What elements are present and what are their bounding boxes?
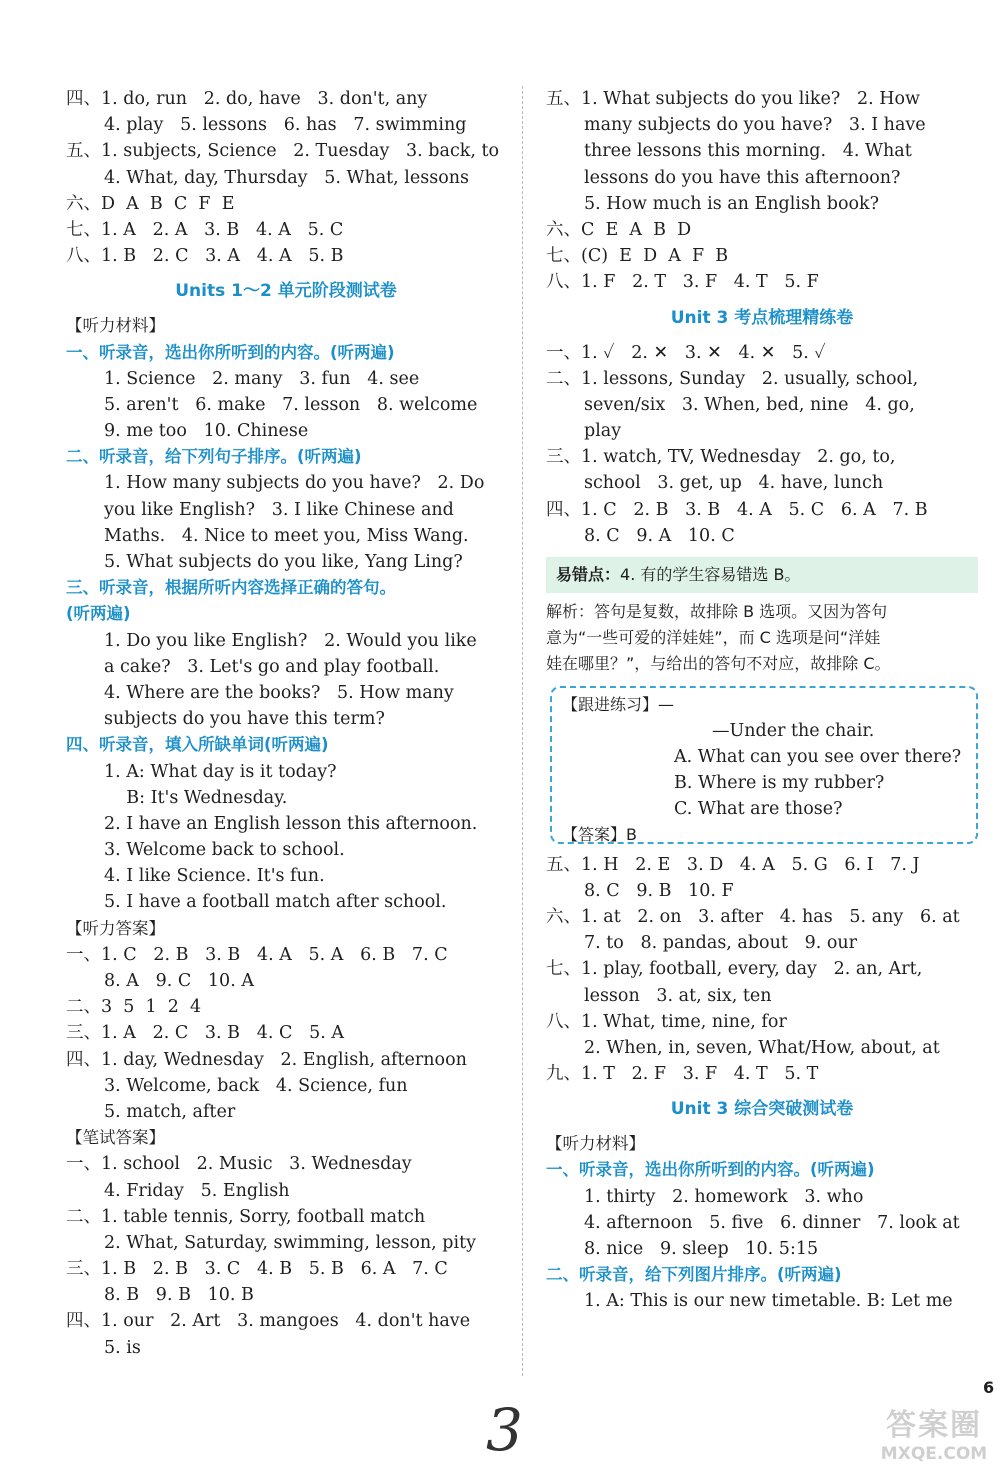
answer-line: many subjects do you have? 3. I have — [584, 115, 926, 136]
listening-answers — [66, 942, 506, 1125]
answer-line: 一、1. ✓ 2. ✕ 3. ✕ 4. ✕ 5. ✓ — [546, 342, 826, 363]
listening-item-line: 3. Welcome back to school. — [104, 840, 345, 861]
answer-line: 七、1. A 2. A 3. B 4. A 5. C — [66, 219, 344, 240]
listening-item-line: 4. I like Science. It's fun. — [104, 866, 325, 887]
analysis-line: 娃在哪里？”，与给出的答句不对应，故排除 C。 — [546, 654, 891, 674]
answer-line: 三、1. watch, TV, Wednesday 2. go, to, — [546, 447, 896, 468]
answer-line: 一、1. school 2. Music 3. Wednesday — [66, 1154, 412, 1175]
answer-line: 7. to 8. pandas, about 9. our — [584, 933, 858, 954]
follow-option: B. Where is my rubber? — [674, 772, 885, 793]
answer-line: 8. C 9. A 10. C — [584, 525, 735, 546]
listening-item-line: a cake? 3. Let's go and play football. — [104, 656, 440, 677]
part4-title: 四、听录音，填入所缺单词(听两遍) — [66, 735, 329, 755]
answer-line: 八、1. B 2. C 3. A 4. A 5. B — [66, 246, 344, 267]
answer-line: 四、1. day, Wednesday 2. English, afternoon — [66, 1049, 467, 1070]
listening-item-line: 1. Science 2. many 3. fun 4. see — [104, 368, 420, 389]
follow-label: 【跟进练习】— — [562, 694, 675, 714]
follow-option: C. What are those? — [674, 798, 843, 819]
answer-line: 一、1. C 2. B 3. B 4. A 5. A 6. B 7. C — [66, 944, 448, 965]
right-column — [546, 86, 978, 1315]
part2-title: 二、听录音，给下列句子排序。(听两遍) — [66, 447, 362, 467]
answer-line: 九、1. T 2. F 3. F 4. T 5. T — [546, 1064, 819, 1085]
mistake-label: 易错点： — [556, 565, 621, 584]
answer-line: 8. A 9. C 10. A — [104, 971, 254, 991]
answer-line: 2. What, Saturday, swimming, lesson, pity — [104, 1232, 477, 1253]
listening-item-line: 5. What subjects do you like, Yang Ling? — [104, 552, 463, 572]
listening-item-line: 1. Do you like English? 2. Would you like — [104, 630, 477, 651]
answer-line: school 3. get, up 4. have, lunch — [584, 473, 884, 494]
listening-item-line: Maths. 4. Nice to meet you, Miss Wang. — [104, 525, 469, 546]
answer-line: 八、1. What, time, nine, for — [546, 1011, 787, 1032]
written-answer-label: 【笔试答案】 — [66, 1128, 165, 1148]
answer-line: play — [584, 421, 622, 442]
listening-material-label: 【听力材料】 — [546, 1134, 645, 1154]
analysis-line: 解析：答句是复数，故排除 B 选项。又因为答句 — [546, 602, 888, 621]
answer-line: 三、1. B 2. B 3. C 4. B 5. B 6. A 7. C — [66, 1259, 448, 1280]
answer-line: 六、C E A B D — [546, 219, 692, 240]
answer-line: 4. What, day, Thursday 5. What, lessons — [104, 167, 470, 188]
listening-item-line: 4. Where are the books? 5. How many — [104, 682, 454, 703]
answer-line: 4. play 5. lessons 6. has 7. swimming — [104, 115, 467, 136]
right-pre-answers — [546, 86, 978, 296]
part3-lines — [66, 628, 506, 733]
listening-answer-label: 【听力答案】 — [66, 918, 165, 938]
answer-line: 五、1. H 2. E 3. D 4. A 5. G 6. I 7. J — [546, 854, 920, 875]
page-number: 6 — [983, 1378, 995, 1397]
watermark-logo-text: 答案圈 — [886, 1408, 982, 1443]
unit3-part1-lines — [546, 1184, 978, 1263]
answer-line: 3. Welcome, back 4. Science, fun — [104, 1075, 408, 1096]
listening-item-line: 5. aren't 6. make 7. lesson 8. welcome — [104, 394, 478, 415]
unit3-review-answers-cont — [546, 852, 978, 1088]
listening-item-line: 2. I have an English lesson this afternoon. — [104, 813, 478, 834]
unit3-review-answers — [546, 340, 978, 550]
unit3-part2-line: 1. A: This is our new timetable. B: Let me — [584, 1291, 953, 1312]
listening-item-line: you like English? 3. I like Chinese and — [104, 499, 454, 520]
analysis-line: 意为“一些可爱的洋娃娃”，而 C 选项是问“洋娃 — [546, 628, 881, 648]
answer-line: lesson 3. at, six, ten — [584, 985, 772, 1006]
answer-line: 七、1. play, football, every, day 2. an, Art, — [546, 959, 923, 980]
part4-lines — [66, 759, 506, 916]
unit3-part2-title: 二、听录音，给下列图片排序。(听两遍) — [546, 1265, 842, 1285]
left-pre-answers — [66, 86, 506, 269]
answer-line: 七、(C) E D A F B — [546, 246, 729, 267]
written-answers — [66, 1151, 506, 1361]
listening-item-line: 1. thirty 2. homework 3. who — [584, 1186, 864, 1207]
listening-item-line: 9. me too 10. Chinese — [104, 421, 309, 442]
listening-material-label: 【听力材料】 — [66, 316, 165, 336]
watermark-url: MXQE.COM — [880, 1444, 988, 1464]
answer-line: 2. When, in, seven, What/How, about, at — [584, 1037, 940, 1058]
section-title-unit-3-test: Unit 3 综合突破测试卷 — [670, 1099, 854, 1120]
follow-options — [562, 744, 966, 822]
answer-line: 八、1. F 2. T 3. F 4. T 5. F — [546, 272, 819, 293]
answer-line: seven/six 3. When, bed, nine 4. go, — [584, 394, 915, 415]
follow-option: A. What can you see over there? — [674, 746, 962, 767]
answer-line: 二、1. lessons, Sunday 2. usually, school, — [546, 368, 919, 389]
answer-line: 六、D A B C F E — [66, 193, 235, 214]
part3-subtitle: (听两遍) — [66, 604, 131, 624]
follow-up-practice-box — [550, 686, 978, 844]
mistake-note — [546, 557, 978, 593]
answer-line: 五、1. subjects, Science 2. Tuesday 3. back, to — [66, 141, 500, 162]
listening-item-line: 8. nice 9. sleep 10. 5:15 — [584, 1239, 819, 1259]
answer-line: 二、3 5 1 2 4 — [66, 997, 202, 1018]
listening-item-line: 1. A: What day is it today? — [104, 761, 337, 782]
answer-line: 四、1. do, run 2. do, have 3. don't, any — [66, 89, 428, 109]
section-title-unit-3-review: Unit 3 考点梳理精练卷 — [670, 307, 854, 328]
column-divider — [522, 86, 523, 1376]
answer-line: 四、1. our 2. Art 3. mangoes 4. don't have — [66, 1311, 471, 1332]
part3-title: 三、听录音，根据所听内容选择正确的答句。 — [66, 578, 396, 598]
answer-line: 5. How much is an English book? — [584, 193, 880, 214]
analysis — [546, 599, 978, 678]
mistake-text: 4. 有的学生容易错选 B。 — [620, 565, 801, 584]
answer-line: 五、1. What subjects do you like? 2. How — [546, 89, 920, 109]
unit3-part1-title: 一、听录音，选出你所听到的内容。(听两遍) — [546, 1160, 875, 1180]
part1-title: 一、听录音，选出你所听到的内容。(听两遍) — [66, 342, 395, 362]
listening-item-line: 1. How many subjects do you have? 2. Do — [104, 473, 485, 494]
answer-line: 二、1. table tennis, Sorry, football match — [66, 1206, 426, 1227]
listening-item-line: 4. afternoon 5. five 6. dinner 7. look at — [584, 1212, 960, 1233]
answer-line: 六、1. at 2. on 3. after 4. has 5. any 6. at — [546, 906, 960, 927]
follow-answer: 【答案】B — [562, 824, 637, 844]
part1-lines — [66, 366, 506, 445]
answer-line: lessons do you have this afternoon? — [584, 167, 901, 188]
answer-line: 四、1. C 2. B 3. B 4. A 5. C 6. A 7. B — [546, 499, 928, 520]
answer-line: three lessons this morning. 4. What — [584, 141, 912, 162]
answer-line: 5. is — [104, 1337, 141, 1358]
watermark — [874, 1400, 994, 1464]
handwritten-page-mark: 3 — [486, 1396, 523, 1464]
answer-line: 5. match, after — [104, 1101, 236, 1122]
listening-item-line: B: It's Wednesday. — [104, 787, 288, 808]
part2-lines — [66, 470, 506, 575]
follow-question: —Under the chair. — [712, 720, 875, 741]
answer-line: 4. Friday 5. English — [104, 1180, 290, 1201]
answer-line: 8. B 9. B 10. B — [104, 1285, 254, 1306]
section-title-units-1-2: Units 1～2 单元阶段测试卷 — [175, 281, 397, 302]
answer-line: 8. C 9. B 10. F — [584, 880, 734, 901]
left-column — [66, 86, 506, 1361]
answer-line: 三、1. A 2. C 3. B 4. C 5. A — [66, 1023, 344, 1044]
listening-item-line: subjects do you have this term? — [104, 709, 385, 730]
listening-item-line: 5. I have a football match after school. — [104, 892, 447, 913]
